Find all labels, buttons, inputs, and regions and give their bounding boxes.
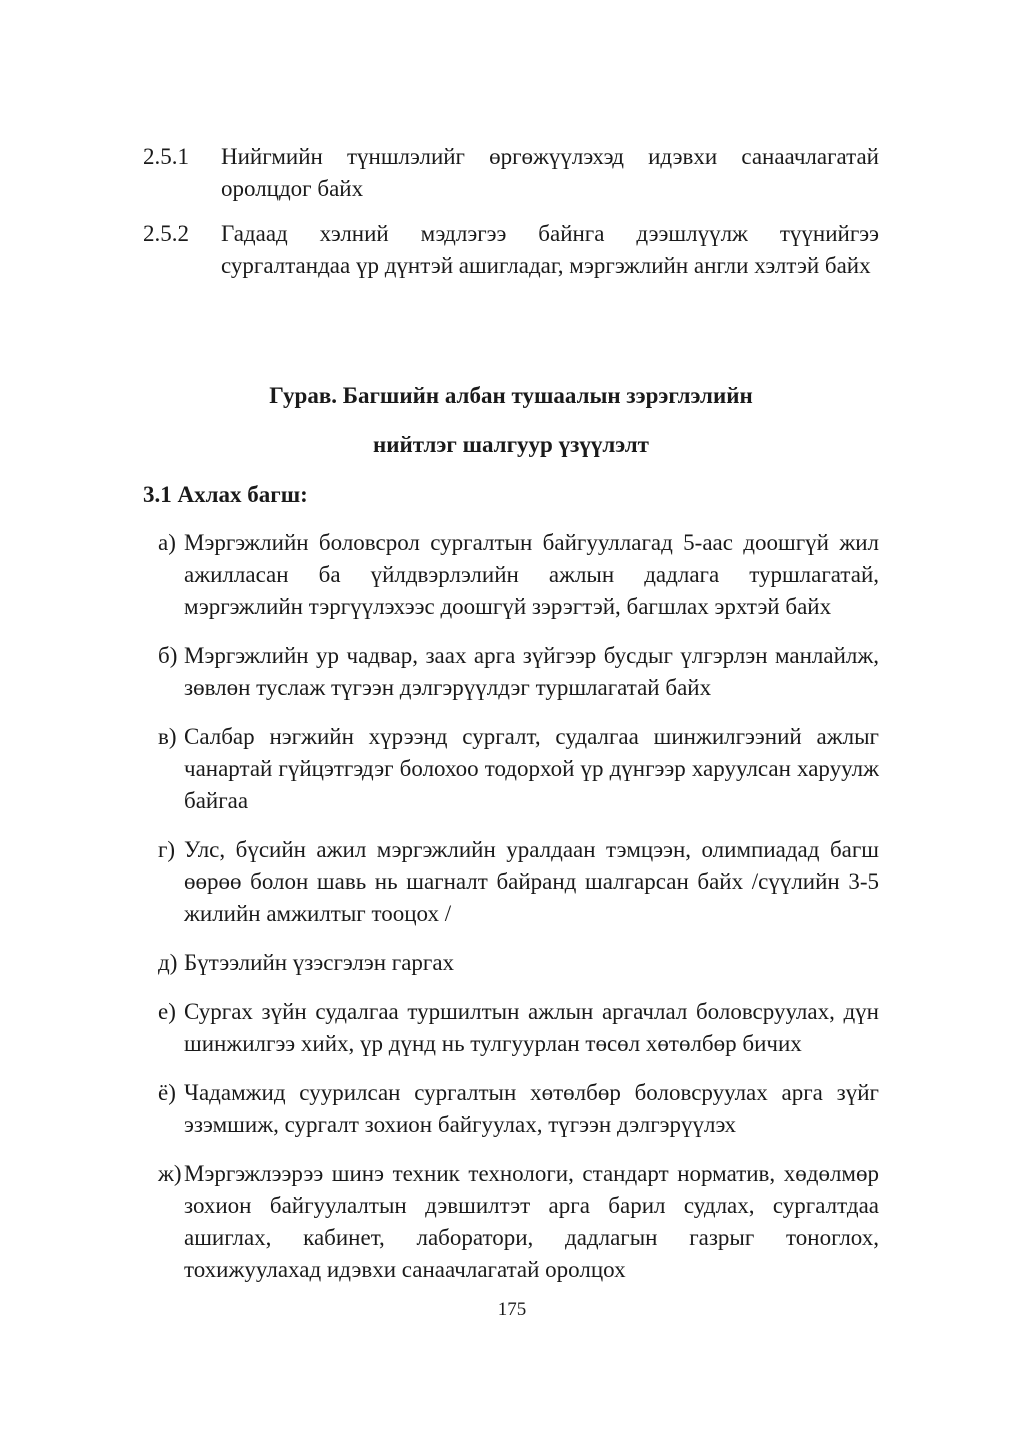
list-item: [158, 996, 879, 1060]
list-item-text: Улс, бүсийн ажил мэргэжлийн уралдаан тэмцээн, олимпиадад багш өөрөө болон шавь нь шагналт байранд шалгарсан байх /сүүлийн 3-5 жилийн амжилтыг тооцох /: [184, 837, 879, 926]
list-item-marker: е): [158, 999, 176, 1024]
list-item-marker: д): [158, 950, 178, 975]
clause-2-5-1: [143, 141, 879, 205]
list-item-text: Мэргэжлийн боловсрол сургалтын байгууллагад 5-аас доошгүй жил ажилласан ба үйлдвэрлэлийн ажлын дадлага туршлагатай, мэргэжлийн тэргүүлэхээс доошгүй зэрэгтэй, багшлах эрхтэй байх: [184, 530, 879, 619]
list-item-text: Бүтээлийн үзэсгэлэн гаргах: [184, 950, 455, 975]
list-item-text: Салбар нэгжийн хүрээнд сургалт, судалгаа шинжилгээний ажлыг чанартай гүйцэтгэдэг болохоо тодорхой үр дүнгээр харуулсан харуулж байгаа: [184, 724, 879, 813]
list-item: [158, 1158, 879, 1286]
list-item: [158, 721, 879, 817]
list-item-marker: а): [158, 530, 176, 555]
list-item: [158, 947, 879, 979]
list-item: [158, 640, 879, 704]
clause-text: Нийгмийн түншлэлийг өргөжүүлэхэд идэвхи санаачлагатай оролцдог байх: [221, 144, 879, 201]
page-number: 175: [497, 1299, 527, 1320]
chapter-title-line-1: Гурав. Багшийн албан тушаалын зэрэглэлийн: [269, 383, 753, 408]
list-item-text: Сургах зүйн судалгаа туршилтын ажлын аргачлал боловсруулах, дүн шинжилгээ хийх, үр дүнд нь тулгуурлан төсөл хөтөлбөр бичих: [184, 999, 879, 1056]
list-item: [158, 527, 879, 623]
clause-number: 2.5.1: [143, 144, 189, 169]
chapter-title-line-2: нийтлэг шалгуур үзүүлэлт: [373, 432, 649, 457]
list-item-marker: б): [158, 643, 178, 668]
clause-text: Гадаад хэлний мэдлэгээ байнга дээшлүүлж түүнийгээ сургалтандаа үр дүнтэй ашигладаг, мэргэжлийн англи хэлтэй байх: [221, 221, 879, 278]
list-item-marker: ё): [158, 1080, 176, 1105]
list-item-text: Чадамжид суурилсан сургалтын хөтөлбөр боловсруулах арга зүйг эзэмшиж, сургалт зохион байгуулах, түгээн дэлгэрүүлэх: [184, 1080, 879, 1137]
list-item-text: Мэргэжлийн ур чадвар, заах арга зүйгээр бусдыг үлгэрлэн манлайлж, зөвлөн туслаж түгээн дэлгэрүүлдэг туршлагатай байх: [184, 643, 879, 700]
clause-2-5-2: [143, 218, 879, 282]
subsection-title: 3.1 Ахлах багш:: [143, 482, 308, 507]
list-item: [158, 834, 879, 930]
list-item-marker: в): [158, 724, 177, 749]
list-item-marker: г): [158, 837, 176, 862]
clause-number: 2.5.2: [143, 221, 189, 246]
list-item: [158, 1077, 879, 1141]
list-item-marker: ж): [158, 1161, 182, 1186]
list-item-text: Мэргэжлээрээ шинэ техник технологи, стандарт норматив, хөдөлмөр зохион байгуулалтын дэвшилтэт арга барил судлах, сургалтдаа ашиглах, кабинет, лаборатори, дадлагын газрыг тоноглох, тохижуулахад идэвхи санаачлагатай оролцох: [184, 1161, 879, 1282]
